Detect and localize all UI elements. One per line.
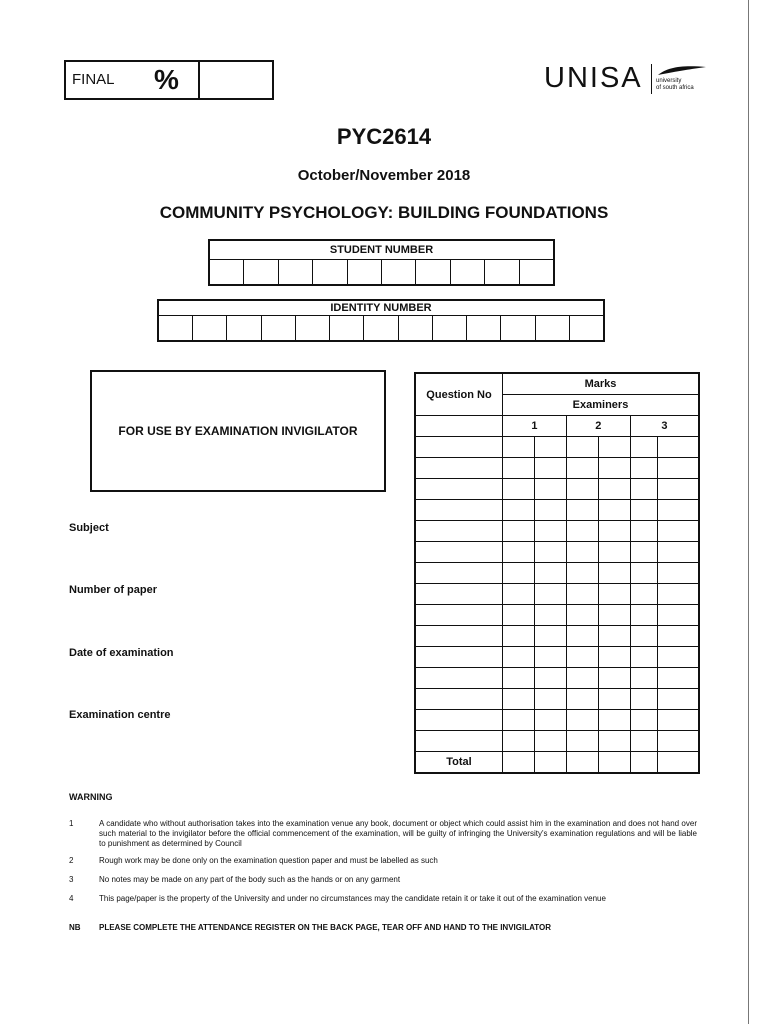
mark-cell[interactable] [658, 605, 699, 626]
digit-cell[interactable] [501, 316, 535, 340]
examination-centre-label: Examination centre [69, 709, 171, 721]
total-mark-cell[interactable] [630, 752, 657, 774]
mark-cell[interactable] [630, 731, 657, 752]
digit-cell[interactable] [570, 316, 603, 340]
mark-cell[interactable] [503, 605, 535, 626]
marks-row [415, 584, 699, 605]
digit-cell[interactable] [313, 260, 347, 284]
final-mark-entry-cell [200, 62, 272, 98]
final-label: FINAL [72, 71, 115, 88]
mark-cell[interactable] [566, 626, 598, 647]
question-no-cell[interactable] [415, 605, 503, 626]
examiner-col-2 [566, 416, 630, 437]
warning-item-number: NB [69, 923, 81, 932]
warning-title: WARNING [69, 792, 113, 802]
mark-cell[interactable] [566, 710, 598, 731]
mark-cell[interactable] [630, 605, 657, 626]
mark-cell[interactable] [534, 689, 566, 710]
mark-cell[interactable] [598, 584, 630, 605]
mark-cell[interactable] [534, 710, 566, 731]
mark-cell[interactable] [566, 437, 598, 458]
mark-cell[interactable] [566, 605, 598, 626]
question-no-cell[interactable] [415, 689, 503, 710]
mark-cell[interactable] [534, 479, 566, 500]
question-no-cell[interactable] [415, 521, 503, 542]
digit-cell[interactable] [467, 316, 501, 340]
total-mark-cell[interactable] [566, 752, 598, 774]
marks-row [415, 542, 699, 563]
mark-cell[interactable] [630, 437, 657, 458]
mark-cell[interactable] [534, 647, 566, 668]
percent-symbol: % [154, 64, 179, 95]
question-no-cell[interactable] [415, 731, 503, 752]
marks-header [503, 373, 700, 395]
question-no-cell[interactable] [415, 710, 503, 731]
mark-cell[interactable] [630, 479, 657, 500]
mark-cell[interactable] [503, 710, 535, 731]
marks-table-body [415, 437, 699, 752]
mark-cell[interactable] [598, 647, 630, 668]
digit-cell[interactable] [485, 260, 519, 284]
question-no-label: Question No [426, 388, 492, 401]
mark-cell[interactable] [503, 437, 535, 458]
mark-cell[interactable] [598, 668, 630, 689]
mark-cell[interactable] [566, 731, 598, 752]
mark-cell[interactable] [658, 479, 699, 500]
digit-cell[interactable] [536, 316, 570, 340]
question-no-cell[interactable] [415, 542, 503, 563]
mark-cell[interactable] [630, 563, 657, 584]
question-no-subheader [415, 416, 503, 437]
mark-cell[interactable] [534, 458, 566, 479]
marks-table [414, 372, 700, 774]
digit-cell[interactable] [279, 260, 313, 284]
mark-cell[interactable] [630, 458, 657, 479]
logo-subtitle-2: of south africa [656, 85, 694, 91]
total-mark-cell[interactable] [503, 752, 535, 774]
mark-cell[interactable] [534, 584, 566, 605]
mark-cell[interactable] [503, 542, 535, 563]
identity-number-grid [157, 299, 605, 342]
mark-cell[interactable] [503, 689, 535, 710]
invigilator-box [90, 370, 386, 492]
total-mark-cell[interactable] [658, 752, 699, 774]
exam-date: October/November 2018 [297, 167, 471, 184]
mark-cell[interactable] [658, 731, 699, 752]
warning-item-text: PLEASE COMPLETE THE ATTENDANCE REGISTER ON THE BACK PAGE, TEAR OFF AND HAND TO THE INVIGILATOR [99, 923, 552, 932]
examiners-header [503, 395, 700, 416]
number-of-paper-label: Number of paper [69, 584, 158, 596]
digit-cell[interactable] [433, 316, 467, 340]
mark-cell[interactable] [503, 626, 535, 647]
mark-cell[interactable] [566, 521, 598, 542]
digit-cell[interactable] [451, 260, 485, 284]
mark-cell[interactable] [658, 437, 699, 458]
examiner-col-label: 1 [531, 420, 538, 432]
digit-cell[interactable] [399, 316, 433, 340]
digit-cell[interactable] [193, 316, 227, 340]
question-no-cell[interactable] [415, 668, 503, 689]
mark-cell[interactable] [598, 605, 630, 626]
total-label: Total [446, 756, 472, 768]
module-code: PYC2614 [336, 124, 432, 149]
examiner-col-label: 2 [595, 420, 602, 432]
digit-cell[interactable] [296, 316, 330, 340]
mark-cell[interactable] [630, 521, 657, 542]
mark-cell[interactable] [566, 668, 598, 689]
digit-cell[interactable] [227, 316, 261, 340]
digit-cell[interactable] [244, 260, 278, 284]
marks-row [415, 437, 699, 458]
warning-item-number: 3 [69, 875, 74, 884]
mark-cell[interactable] [566, 458, 598, 479]
subject-label: Subject [69, 522, 109, 534]
mark-cell[interactable] [630, 668, 657, 689]
mark-cell[interactable] [658, 563, 699, 584]
mark-cell[interactable] [566, 689, 598, 710]
mark-cell[interactable] [658, 542, 699, 563]
identity-number-label: IDENTITY NUMBER [159, 301, 603, 316]
examiner-col-1 [503, 416, 567, 437]
mark-cell[interactable] [630, 647, 657, 668]
mark-cell[interactable] [598, 710, 630, 731]
final-mark-box [64, 60, 274, 100]
mark-cell[interactable] [566, 563, 598, 584]
mark-cell[interactable] [566, 479, 598, 500]
question-no-cell[interactable] [415, 500, 503, 521]
mark-cell[interactable] [503, 647, 535, 668]
marks-row [415, 563, 699, 584]
warning-item-text: A candidate who without authorisation takes into the examination venue any book, document or object which could assist him in the examination and does not hand over such material to the invigilator before the official commencement of the examination, will be guilty of infringing the University's examination regulations and will be liable to punishment as determined by Council [99, 819, 697, 848]
mark-cell[interactable] [566, 500, 598, 521]
mark-cell[interactable] [630, 710, 657, 731]
digit-cell[interactable] [210, 260, 244, 284]
mark-cell[interactable] [503, 458, 535, 479]
examiners-label: Examiners [572, 399, 629, 411]
warning-item-number: 1 [69, 819, 74, 828]
examiner-col-3 [630, 416, 699, 437]
mark-cell[interactable] [658, 500, 699, 521]
logo-bird-icon [656, 63, 708, 77]
date-of-examination-label: Date of examination [69, 647, 174, 659]
digit-cell[interactable] [262, 316, 296, 340]
mark-cell[interactable] [598, 689, 630, 710]
digit-cell[interactable] [348, 260, 382, 284]
identity-number-cells [159, 316, 603, 340]
question-no-cell[interactable] [415, 647, 503, 668]
warning-item-number: 2 [69, 856, 74, 865]
digit-cell[interactable] [382, 260, 416, 284]
mark-cell[interactable] [566, 647, 598, 668]
mark-cell[interactable] [598, 500, 630, 521]
mark-cell[interactable] [534, 500, 566, 521]
mark-cell[interactable] [534, 542, 566, 563]
mark-cell[interactable] [503, 521, 535, 542]
mark-cell[interactable] [630, 500, 657, 521]
mark-cell[interactable] [503, 563, 535, 584]
question-no-cell[interactable] [415, 458, 503, 479]
mark-cell[interactable] [598, 626, 630, 647]
total-mark-cell[interactable] [598, 752, 630, 774]
mark-cell[interactable] [503, 731, 535, 752]
mark-cell[interactable] [658, 710, 699, 731]
mark-cell[interactable] [566, 584, 598, 605]
mark-cell[interactable] [534, 521, 566, 542]
question-no-cell[interactable] [415, 563, 503, 584]
warning-item-number: 4 [69, 894, 74, 903]
module-title: COMMUNITY PSYCHOLOGY: BUILDING FOUNDATIONS [159, 203, 609, 222]
mark-cell[interactable] [534, 605, 566, 626]
mark-cell[interactable] [630, 626, 657, 647]
marks-row [415, 500, 699, 521]
digit-cell[interactable] [330, 316, 364, 340]
mark-cell[interactable] [534, 731, 566, 752]
mark-cell[interactable] [630, 542, 657, 563]
question-no-cell[interactable] [415, 584, 503, 605]
marks-label: Marks [584, 378, 617, 390]
mark-cell[interactable] [658, 647, 699, 668]
marks-row [415, 605, 699, 626]
mark-cell[interactable] [630, 689, 657, 710]
marks-row [415, 626, 699, 647]
mark-cell[interactable] [534, 437, 566, 458]
student-number-grid [208, 239, 555, 286]
mark-cell[interactable] [503, 668, 535, 689]
mark-cell[interactable] [658, 584, 699, 605]
mark-cell[interactable] [598, 563, 630, 584]
student-number-cells [210, 260, 553, 284]
warning-item-text: This page/paper is the property of the University and under no circumstances may the candidate retain it or take it out of the examination venue [99, 894, 606, 903]
warning-item-text: Rough work may be done only on the examination question paper and must be labelled as such [99, 856, 438, 865]
marks-row [415, 731, 699, 752]
logo-text: UNISA [544, 62, 643, 94]
marks-row [415, 710, 699, 731]
mark-cell[interactable] [658, 521, 699, 542]
mark-cell[interactable] [503, 584, 535, 605]
mark-cell[interactable] [566, 542, 598, 563]
marks-row [415, 689, 699, 710]
mark-cell[interactable] [503, 500, 535, 521]
marks-row [415, 647, 699, 668]
digit-cell[interactable] [159, 316, 193, 340]
digit-cell[interactable] [364, 316, 398, 340]
mark-cell[interactable] [598, 479, 630, 500]
question-no-cell[interactable] [415, 479, 503, 500]
question-no-cell[interactable] [415, 437, 503, 458]
unisa-logo [544, 62, 708, 96]
warning-item-text: No notes may be made on any part of the body such as the hands or on any garment [99, 875, 401, 884]
student-number-label: STUDENT NUMBER [210, 241, 553, 260]
marks-row [415, 479, 699, 500]
mark-cell[interactable] [658, 689, 699, 710]
total-mark-cell[interactable] [534, 752, 566, 774]
mark-cell[interactable] [598, 437, 630, 458]
mark-cell[interactable] [630, 584, 657, 605]
digit-cell[interactable] [520, 260, 553, 284]
final-mark-label-cell [66, 62, 200, 98]
mark-cell[interactable] [598, 731, 630, 752]
mark-cell[interactable] [534, 668, 566, 689]
mark-cell[interactable] [534, 626, 566, 647]
mark-cell[interactable] [658, 668, 699, 689]
mark-cell[interactable] [598, 521, 630, 542]
mark-cell[interactable] [598, 458, 630, 479]
question-no-header [415, 373, 503, 416]
invigilator-label: FOR USE BY EXAMINATION INVIGILATOR [118, 424, 358, 438]
mark-cell[interactable] [534, 563, 566, 584]
marks-row [415, 521, 699, 542]
mark-cell[interactable] [598, 542, 630, 563]
total-cell [415, 752, 503, 774]
mark-cell[interactable] [658, 626, 699, 647]
digit-cell[interactable] [416, 260, 450, 284]
page-edge-line [748, 0, 749, 1024]
marks-row [415, 458, 699, 479]
question-no-cell[interactable] [415, 626, 503, 647]
examiner-col-label: 3 [661, 420, 668, 432]
logo-divider [651, 64, 652, 94]
marks-row [415, 668, 699, 689]
logo-subtitle-1: university [656, 78, 682, 84]
mark-cell[interactable] [503, 479, 535, 500]
mark-cell[interactable] [658, 458, 699, 479]
